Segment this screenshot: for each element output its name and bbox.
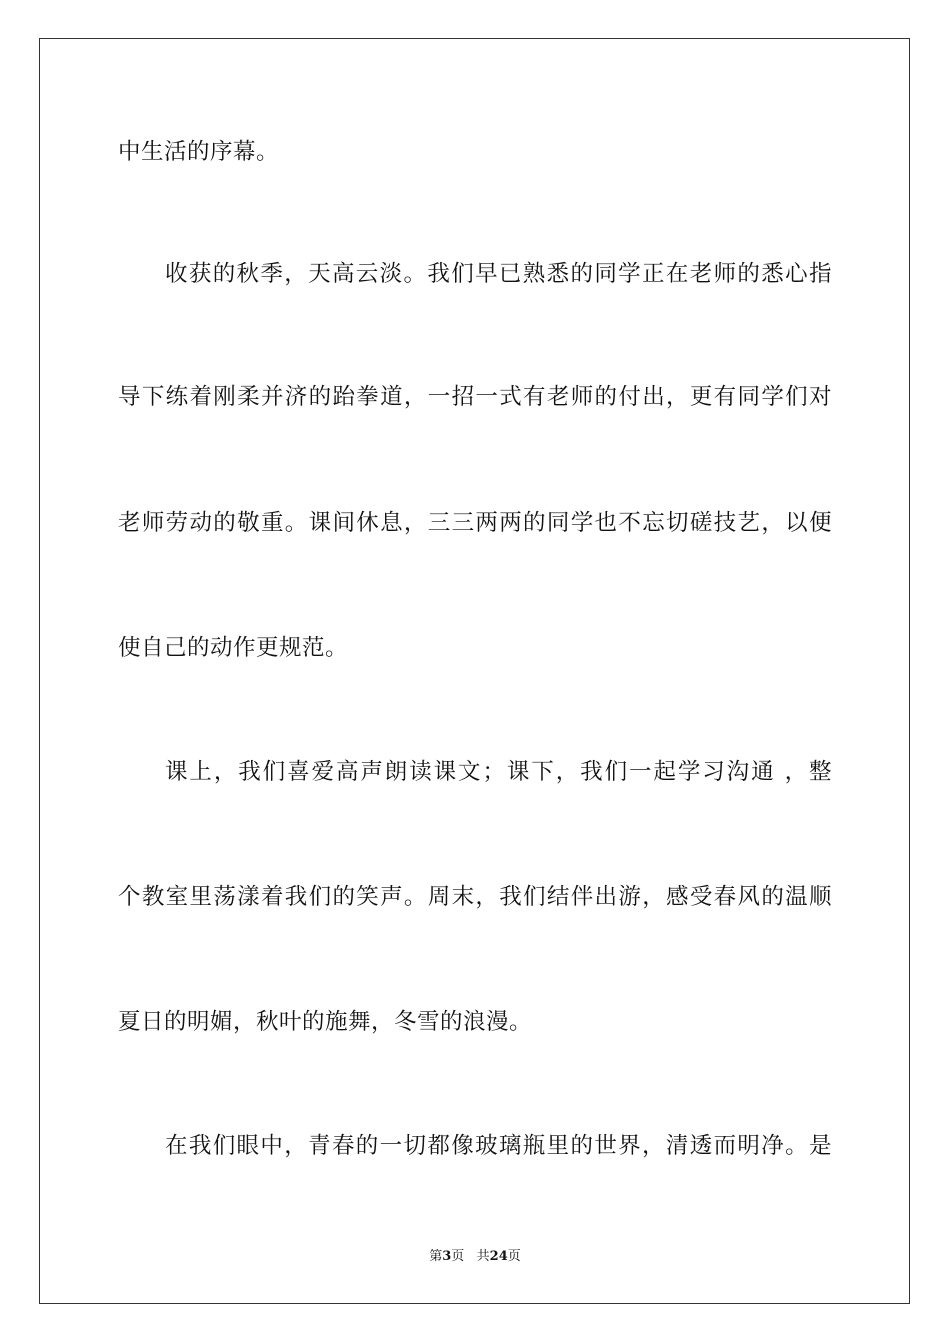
footer-prefix: 第 (429, 1249, 443, 1264)
page-frame (39, 38, 910, 1304)
text-line: 导下练着刚柔并济的跆拳道，一招一式有老师的付出，更有同学们对 (118, 384, 832, 410)
page-footer (0, 1248, 950, 1266)
text-line: 收获的秋季，天高云淡。我们早已熟悉的同学正在老师的悉心指 (165, 261, 832, 287)
text-line: 课上，我们喜爱高声朗读课文；课下，我们一起学习沟通 ，整 (165, 759, 832, 785)
footer-middle: 页 共 (451, 1249, 490, 1264)
total-pages-number: 24 (489, 1249, 508, 1264)
text-line: 在我们眼中，青春的一切都像玻璃瓶里的世界，清透而明净。是 (165, 1133, 832, 1159)
text-line: 中生活的序幕。 (118, 139, 280, 165)
current-page-number: 3 (442, 1249, 452, 1264)
text-line: 夏日的明媚，秋叶的施舞，冬雪的浪漫。 (118, 1009, 533, 1035)
footer-suffix: 页 (507, 1249, 521, 1264)
text-line: 使自己的动作更规范。 (118, 635, 349, 661)
text-line: 个教室里荡漾着我们的笑声。周末，我们结伴出游，感受春风的温顺 (118, 884, 832, 910)
text-line: 老师劳动的敬重。课间休息，三三两两的同学也不忘切磋技艺，以便 (118, 510, 832, 536)
